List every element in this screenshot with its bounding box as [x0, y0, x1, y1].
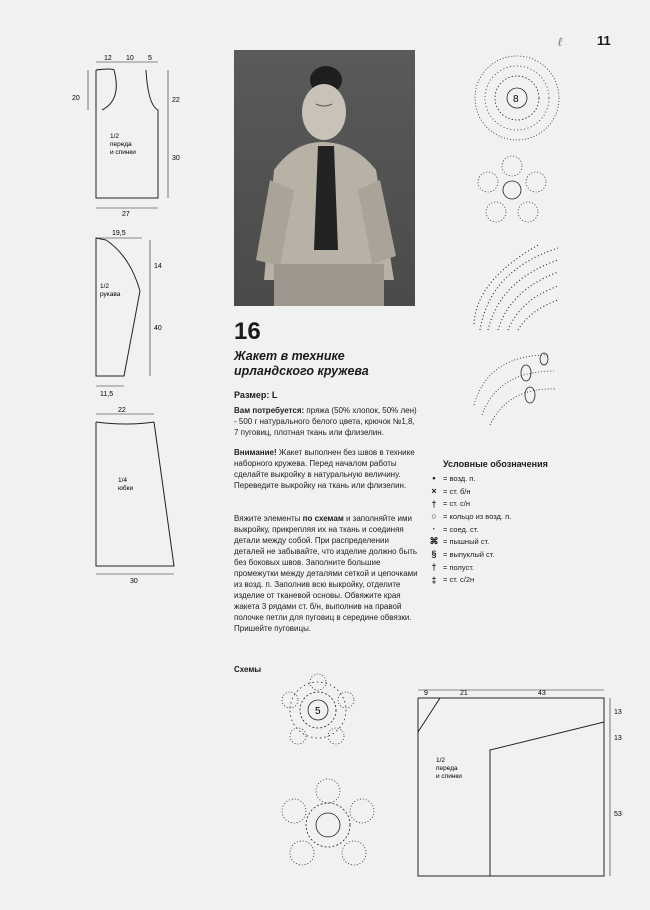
pattern-label: 1/4 — [118, 477, 128, 484]
dim-label: 22 — [118, 407, 126, 414]
pattern-front-back — [60, 50, 200, 220]
dim-label: 40 — [154, 325, 162, 332]
pattern-label: переда — [110, 141, 132, 148]
legend-row — [425, 485, 625, 498]
pattern-label: 1/2 — [436, 757, 446, 764]
pattern-label: рукава — [100, 291, 121, 298]
pattern-label: и спинки — [110, 149, 136, 156]
legend-text: = ст. б/н — [443, 486, 471, 496]
dim-label: 20 — [72, 95, 80, 102]
pattern-label: переда — [436, 765, 458, 772]
pattern-label: 1/2 — [100, 283, 110, 290]
pencil-mark: ℓ — [558, 35, 562, 49]
legend-title: Условные обозначения — [443, 459, 548, 469]
dim-label: 10 — [126, 55, 134, 62]
size-label: Размер: L — [234, 390, 278, 400]
article-title: Жакет в технике ирландского кружева — [234, 349, 369, 378]
dim-label: 12 — [104, 55, 112, 62]
dim-label: 30 — [130, 578, 138, 585]
legend-row — [425, 535, 625, 548]
legend-text: = соед. ст. — [443, 524, 479, 534]
dim-label: 53 — [614, 811, 622, 818]
dim-label: 11,5 — [100, 391, 114, 398]
puff-stitch-icon: ⌘ — [429, 536, 439, 547]
instructions-paragraph — [234, 513, 420, 634]
half-double-icon: † — [431, 562, 437, 573]
motif-round-8 — [470, 52, 565, 147]
legend-row — [425, 510, 625, 523]
legend — [425, 472, 625, 586]
legend-text: = выпуклый ст. — [443, 549, 495, 559]
attention-lead: Внимание! — [234, 448, 277, 457]
materials-paragraph — [234, 405, 420, 438]
chain-stitch-icon: • — [432, 473, 436, 484]
dim-label: 21 — [460, 690, 468, 697]
motif-large-flower — [268, 775, 408, 875]
legend-text: = ст. с/2н — [443, 575, 475, 585]
pattern-label: юбки — [118, 485, 134, 492]
chain-ring-icon: ○ — [431, 511, 437, 522]
dim-label: 27 — [122, 211, 130, 218]
motif-small-flower — [472, 152, 554, 232]
motif-shell — [468, 345, 563, 435]
instructions-start: Вяжите элементы — [234, 514, 303, 523]
pattern-skirt — [60, 406, 200, 586]
dim-label: 13 — [614, 735, 622, 742]
legend-row — [425, 497, 625, 510]
dim-label: 9 — [424, 690, 428, 697]
motif-center-number: 5 — [315, 706, 321, 717]
dim-label: 14 — [154, 263, 162, 270]
materials-lead: Вам потребуется: — [234, 406, 305, 415]
dim-label: 30 — [172, 155, 180, 162]
model-number: 16 — [234, 318, 261, 345]
motif-leaf — [470, 240, 565, 335]
dim-label: 5 — [148, 55, 152, 62]
legend-text: = возд. п. — [443, 473, 476, 483]
model-photo — [234, 50, 415, 306]
dim-label: 13 — [614, 709, 622, 716]
attention-paragraph — [234, 447, 420, 491]
legend-row — [425, 561, 625, 574]
pattern-label: и спинки — [436, 773, 462, 780]
pattern-sleeve — [60, 226, 200, 401]
legend-text: = кольцо из возд. п. — [443, 511, 512, 521]
legend-text: = полуст. — [443, 562, 475, 572]
schemes-label: Схемы — [234, 665, 262, 674]
single-crochet-icon: × — [431, 486, 437, 497]
dim-label: 19,5 — [112, 230, 126, 237]
pattern-large-front-back — [410, 688, 630, 883]
legend-row — [425, 472, 625, 485]
pattern-label: 1/2 — [110, 133, 120, 140]
legend-text: = ст. с/н — [443, 499, 470, 509]
treble-crochet-icon: ‡ — [431, 574, 437, 585]
instructions-bold: по схемам — [302, 514, 344, 523]
attention-text: Жакет выполнен без швов в технике наборного кружева. Перед началом работы сделайте выкройку в натуральную величину. Переведите выкройку на ткань или флизелин. — [234, 448, 415, 490]
legend-row — [425, 548, 625, 561]
legend-row — [425, 523, 625, 536]
raised-stitch-icon: § — [431, 549, 437, 560]
double-crochet-icon: † — [431, 498, 437, 509]
motif-flower-5 — [270, 670, 380, 755]
legend-row — [425, 574, 625, 587]
dim-label: 22 — [172, 97, 180, 104]
dim-label: 43 — [538, 690, 546, 697]
motif-center-number: 8 — [513, 94, 519, 105]
legend-text: = пышный ст. — [443, 537, 490, 547]
materials-text: пряжа (50% хлопок, 50% лен) - 500 г натурального белого цвета, крючок №1,8, 7 пуговиц, плотная ткань или флизелин. — [234, 406, 417, 437]
instructions-rest: и заполняйте ими выкройку, прикрепляя их на ткань и соединяя детали между собой. При распределении деталей не забывайте, что изделие должно быть без боковых швов. Заполните большие промежутки между деталями сеткой и цепочками из возд. п. Заполнив всю выкройку, отделите изделие от тканевой основы. Обвяжите края жакета 3 рядами ст. б/н, выполнив на правой полочке петли для пуговиц в середине обвязки. Пришейте пуговицы. — [234, 514, 418, 633]
slip-stitch-icon: · — [432, 524, 436, 535]
page-number: 11 — [597, 33, 611, 48]
